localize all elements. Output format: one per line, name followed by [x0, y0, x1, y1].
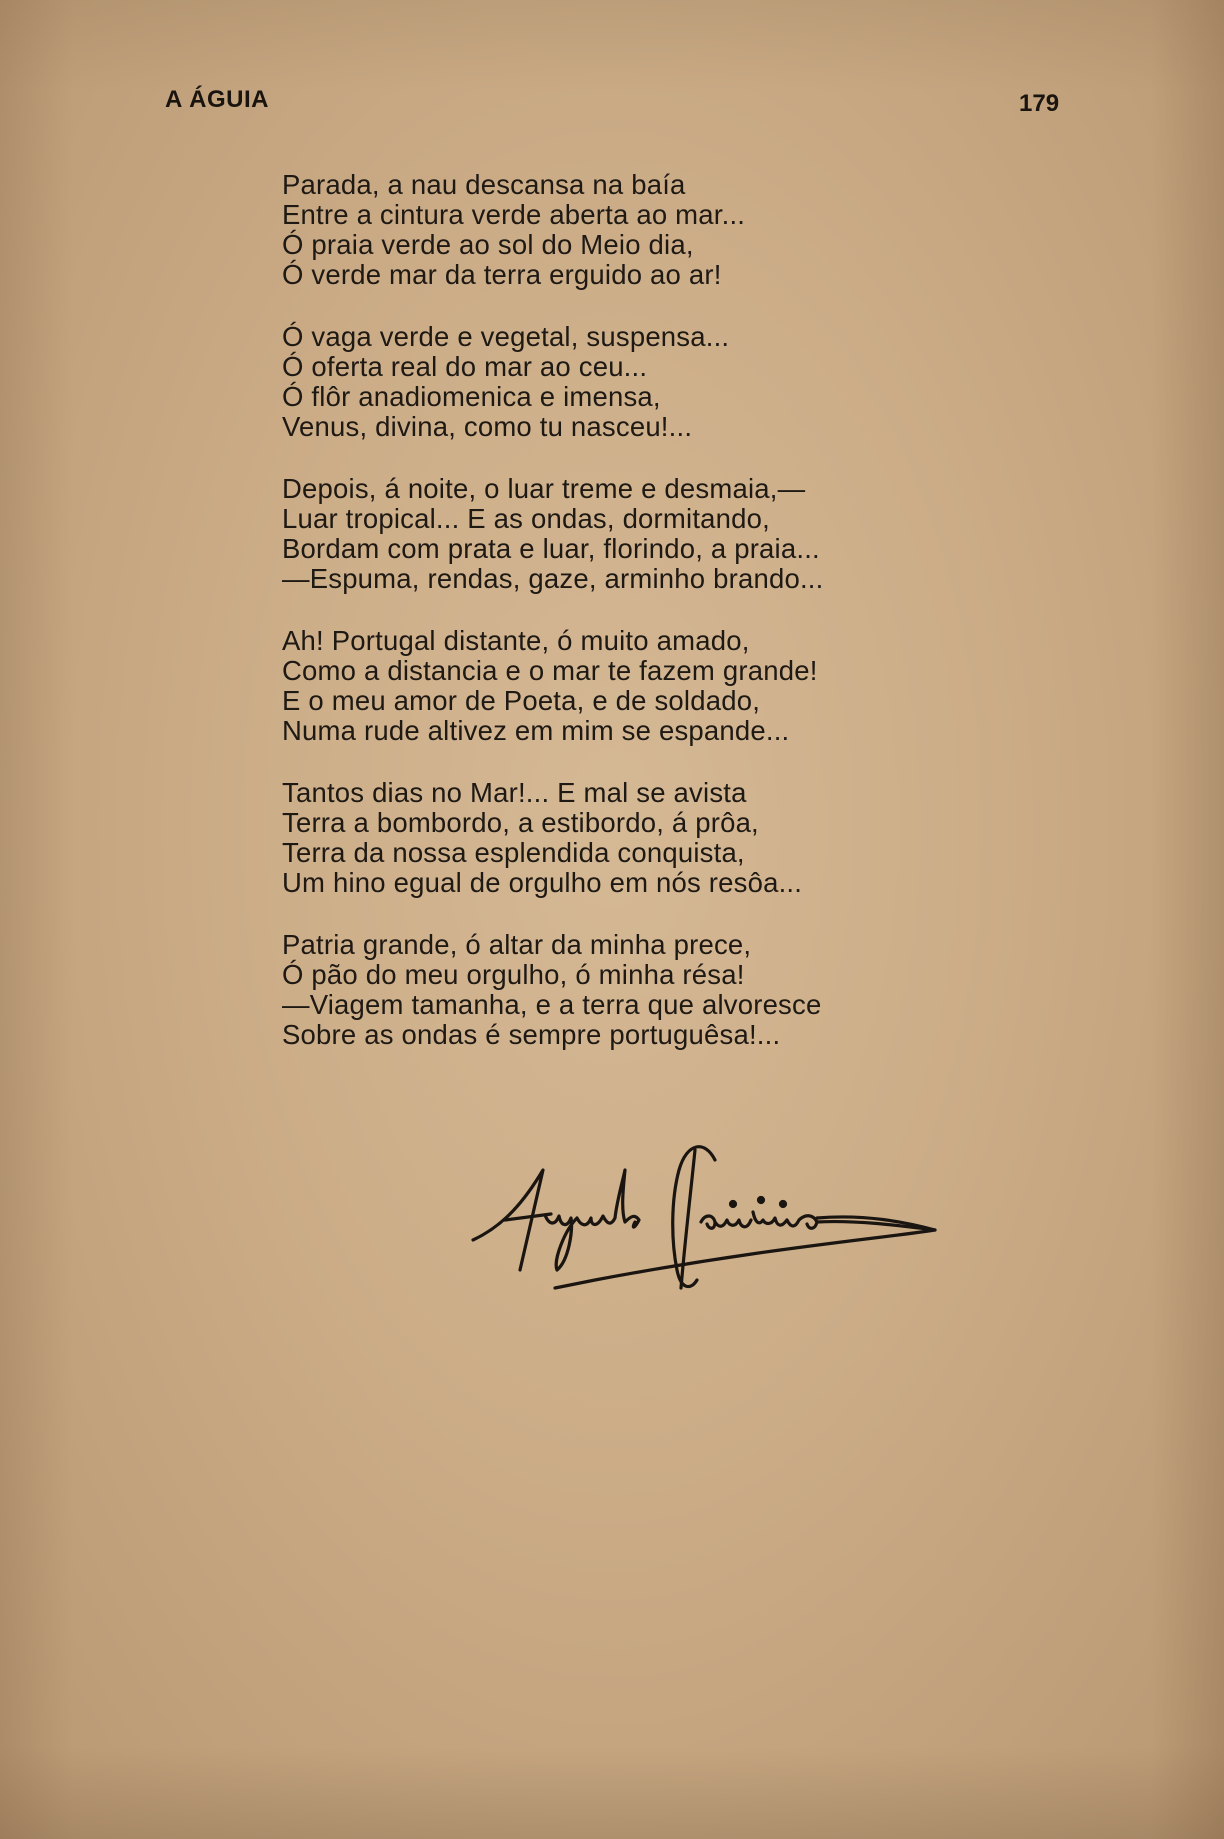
poem-line: Patria grande, ó altar da minha prece,: [282, 929, 752, 960]
author-signature: [465, 1130, 1045, 1320]
stanza: [282, 170, 1002, 290]
stanza: [282, 474, 1002, 594]
poem-line: Ó vaga verde e vegetal, suspensa...: [282, 321, 730, 352]
poem-line: E o meu amor de Poeta, e de soldado,: [282, 685, 761, 716]
poem-line: Tantos dias no Mar!... E mal se avista: [282, 777, 747, 808]
poem-line: Terra da nossa esplendida conquista,: [282, 837, 745, 868]
page-number: 179: [1019, 90, 1060, 117]
signature-strokes: [473, 1147, 935, 1288]
poem-line: Como a distancia e o mar te fazem grande!: [282, 655, 818, 686]
poem-line: Depois, á noite, o luar treme e desmaia,—: [282, 473, 806, 504]
poem-line: Ó flôr anadiomenica e imensa,: [282, 381, 661, 412]
journal-title: A ÁGUIA: [165, 86, 269, 113]
poem-line: —Espuma, rendas, gaze, arminho brando...: [282, 563, 824, 594]
poem-line: Um hino egual de orgulho em nós resôa...: [282, 867, 803, 898]
poem-line: Entre a cintura verde aberta ao mar...: [282, 199, 746, 230]
poem-line: Sobre as ondas é sempre portuguêsa!...: [282, 1019, 781, 1050]
stanza: [282, 626, 1002, 746]
poem-line: Numa rude altivez em mim se espande...: [282, 715, 790, 746]
poem-line: Venus, divina, como tu nasceu!...: [282, 411, 693, 442]
poem-line: Luar tropical... E as ondas, dormitando,: [282, 503, 770, 534]
poem-line: Parada, a nau descansa na baía: [282, 169, 686, 200]
poem-line: Ó verde mar da terra erguido ao ar!: [282, 259, 722, 290]
poem-body: [282, 170, 1002, 1082]
poem-line: Bordam com prata e luar, florindo, a praia...: [282, 533, 820, 564]
signature-drawing: [465, 1130, 1045, 1320]
poem-line: Ó oferta real do mar ao ceu...: [282, 351, 648, 382]
stanza: [282, 778, 1002, 898]
poem-line: Terra a bombordo, a estibordo, á prôa,: [282, 807, 759, 838]
poem-line: Ah! Portugal distante, ó muito amado,: [282, 625, 750, 656]
poem-line: Ó pão do meu orgulho, ó minha résa!: [282, 959, 745, 990]
poem-line: —Viagem tamanha, e a terra que alvoresce: [282, 989, 822, 1020]
poem-line: Ó praia verde ao sol do Meio dia,: [282, 229, 694, 260]
stanza: [282, 930, 1002, 1050]
stanza: [282, 322, 1002, 442]
